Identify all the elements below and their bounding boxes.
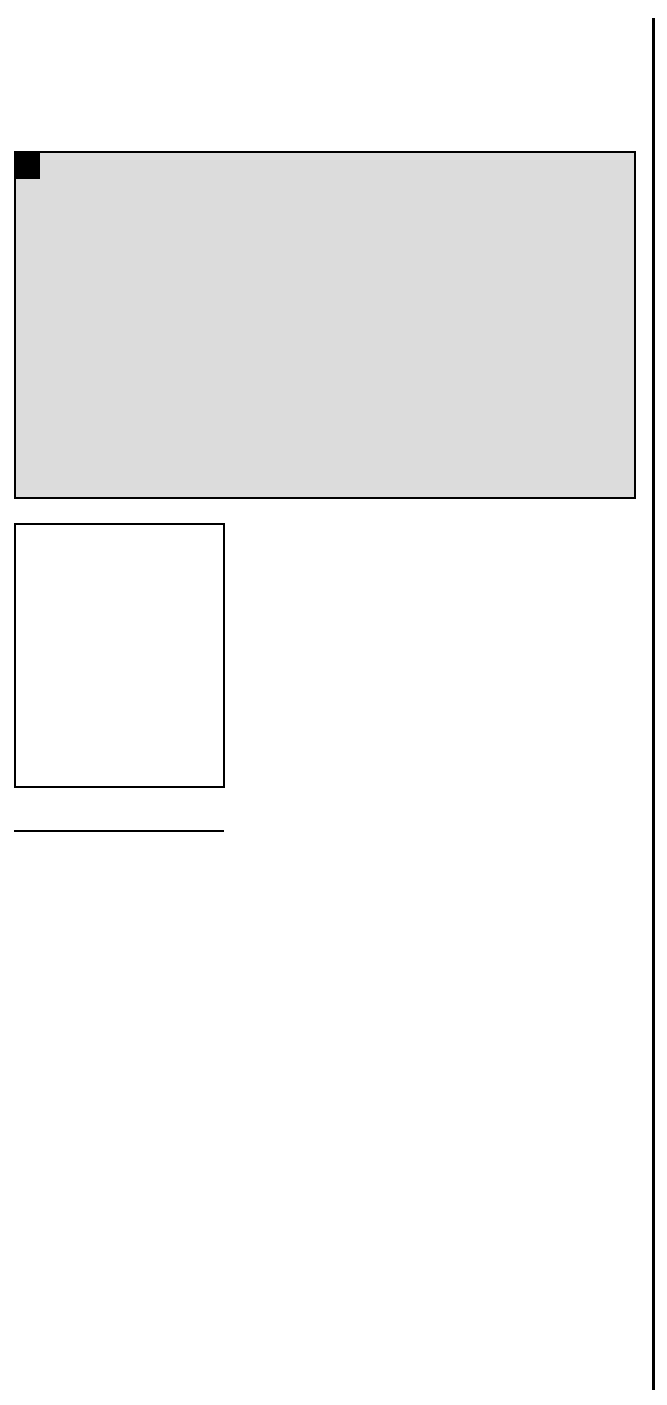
tabellino-title [16,153,40,179]
player-photo-frame [14,523,225,788]
tabellino-box [14,151,636,499]
photo-caption [14,806,224,832]
column-rule [652,18,655,1390]
